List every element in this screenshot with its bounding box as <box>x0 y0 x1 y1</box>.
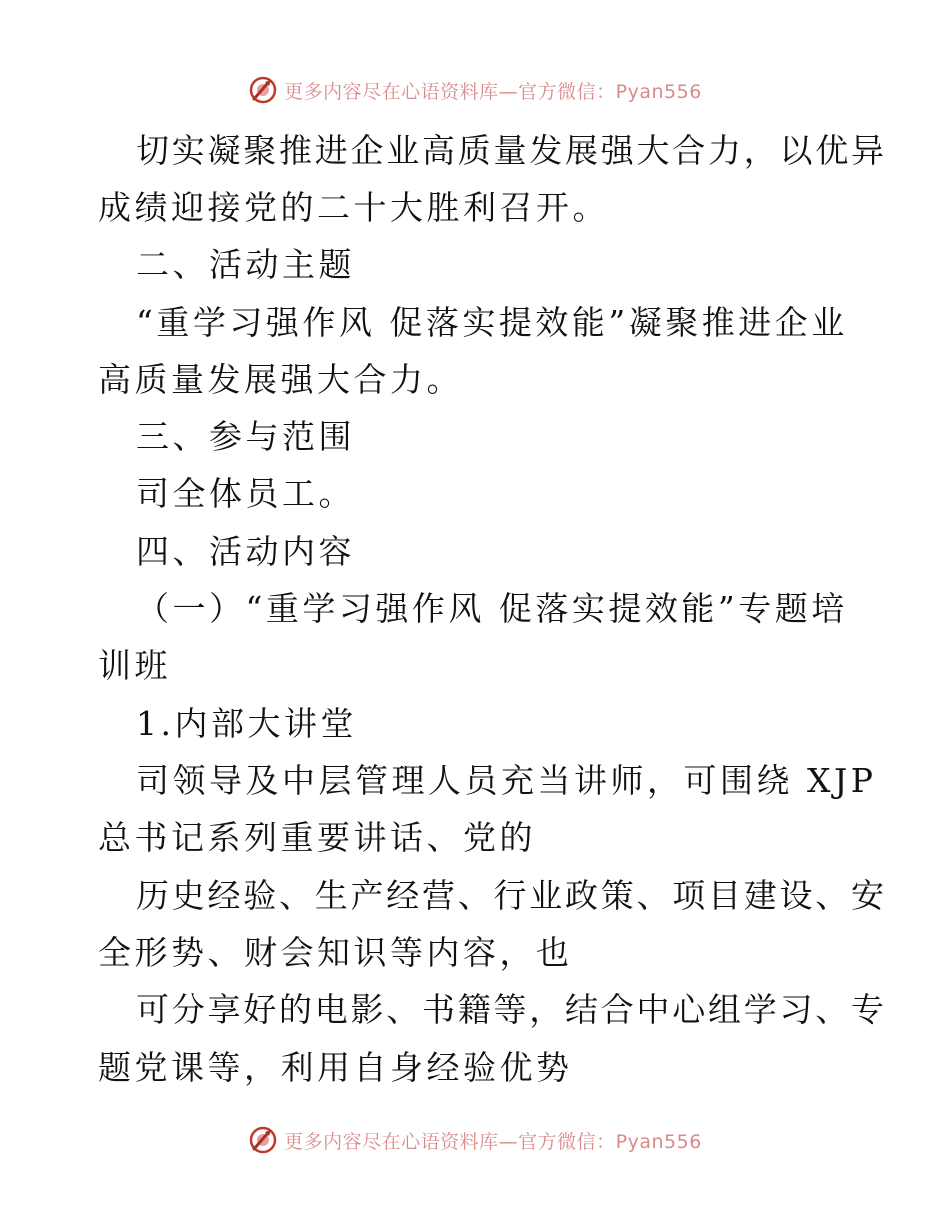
section-heading: 二、活动主题 <box>136 245 355 284</box>
watermark-text: 更多内容尽在心语资料库—官方微信：Pyan556 <box>284 1130 702 1153</box>
body-line: 题党课等，利用自身经验优势 <box>98 1048 573 1087</box>
body-line: 高质量发展强大合力。 <box>98 360 463 399</box>
body-line: 司领导及中层管理人员充当讲师，可围绕 XJP <box>136 761 877 800</box>
body-line: 司全体员工。 <box>136 474 355 513</box>
top-watermark-banner <box>0 70 950 110</box>
watermark-text: 更多内容尽在心语资料库—官方微信：Pyan556 <box>284 80 702 103</box>
brand-logo-icon <box>248 75 278 105</box>
subsection-heading: （一）“重学习强作风 促落实提效能”专题培 <box>136 589 848 628</box>
bottom-watermark-banner <box>0 1120 950 1160</box>
body-line: “重学习强作风 促落实提效能”凝聚推进企业 <box>136 303 848 342</box>
section-heading: 三、参与范围 <box>136 417 355 456</box>
body-line: 可分享好的电影、书籍等，结合中心组学习、专 <box>136 990 887 1029</box>
section-heading: 四、活动内容 <box>136 532 355 571</box>
brand-logo-icon <box>248 1125 278 1155</box>
subsection-heading: 1.内部大讲堂 <box>136 704 357 743</box>
body-line: 全形势、财会知识等内容，也 <box>98 933 573 972</box>
body-line: 总书记系列重要讲话、党的 <box>98 818 536 857</box>
body-line: 历史经验、生产经营、行业政策、项目建设、安 <box>136 876 887 915</box>
body-line: 切实凝聚推进企业高质量发展强大合力，以优异 <box>136 131 887 170</box>
body-line: 训班 <box>98 646 171 685</box>
body-line: 成绩迎接党的二十大胜利召开。 <box>98 188 609 227</box>
